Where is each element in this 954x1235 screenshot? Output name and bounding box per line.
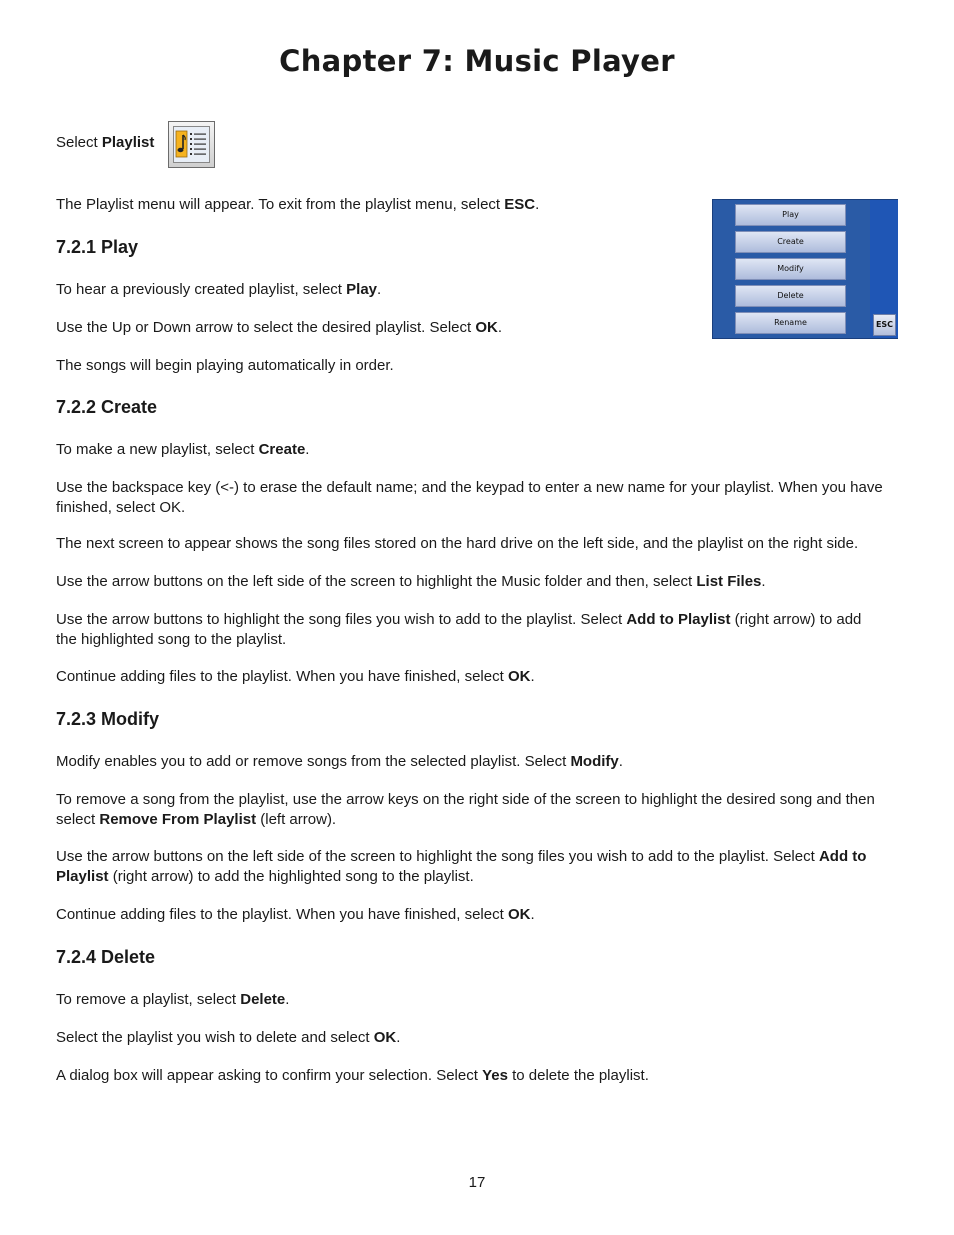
play-paragraph-3: The songs will begin playing automatically in order.	[56, 357, 394, 374]
menu-esc-button: ESC	[873, 314, 896, 336]
modify-paragraph-4: Continue adding files to the playlist. When you have finished, select OK.	[56, 906, 535, 923]
heading-create: 7.2.2 Create	[56, 397, 158, 417]
modify-paragraph-2: To remove a song from the playlist, use the arrow keys on the right side of the screen to highlight the desired song and then select Remove From Playlist (left arrow).	[56, 791, 875, 828]
create-paragraph-3: The next screen to appear shows the song files stored on the hard drive on the left side, and the playlist on the right side.	[56, 535, 859, 552]
page-number: 17	[468, 1174, 486, 1191]
modify-paragraph-1: Modify enables you to add or remove songs from the selected playlist. Select Modify.	[56, 753, 623, 770]
menu-modify-button: Modify	[735, 258, 846, 280]
menu-play-button: Play	[735, 204, 846, 226]
menu-intro-text: The Playlist menu will appear. To exit from the playlist menu, select ESC.	[56, 196, 540, 213]
play-paragraph-2: Use the Up or Down arrow to select the desired playlist. Select OK.	[56, 319, 503, 336]
delete-paragraph-1: To remove a playlist, select Delete.	[56, 991, 290, 1008]
heading-modify: 7.2.3 Modify	[56, 709, 160, 729]
playlist-icon	[168, 121, 215, 168]
play-paragraph-1: To hear a previously created playlist, select Play.	[56, 281, 382, 298]
delete-paragraph-2: Select the playlist you wish to delete and select OK.	[56, 1029, 401, 1046]
menu-rename-button: Rename	[735, 312, 846, 334]
create-paragraph-1: To make a new playlist, select Create.	[56, 441, 310, 458]
create-paragraph-4: Use the arrow buttons on the left side of the screen to highlight the Music folder and then, select List Files.	[56, 573, 766, 590]
chapter-title: Chapter 7: Music Player	[279, 44, 675, 78]
menu-create-button: Create	[735, 231, 846, 253]
heading-delete: 7.2.4 Delete	[56, 947, 156, 967]
select-playlist-text: Select Playlist	[56, 134, 155, 151]
playlist-menu-screenshot	[712, 199, 898, 339]
delete-paragraph-3: A dialog box will appear asking to confirm your selection. Select Yes to delete the playlist.	[56, 1067, 649, 1084]
create-paragraph-2: Use the backspace key (<-) to erase the default name; and the keypad to enter a new name for your playlist. When you have finished, select OK.	[56, 479, 883, 516]
menu-delete-button: Delete	[735, 285, 846, 307]
create-paragraph-6: Continue adding files to the playlist. When you have finished, select OK.	[56, 668, 535, 685]
create-paragraph-5: Use the arrow buttons to highlight the song files you wish to add to the playlist. Select Add to Playlist (right arrow) to add the highlighted song to the playlist.	[56, 611, 862, 648]
heading-play: 7.2.1 Play	[56, 237, 139, 257]
modify-paragraph-3: Use the arrow buttons on the left side of the screen to highlight the song files you wish to add to the playlist. Select Add to Playlist (right arrow) to add the highlighted song to the playlist.	[56, 848, 867, 885]
